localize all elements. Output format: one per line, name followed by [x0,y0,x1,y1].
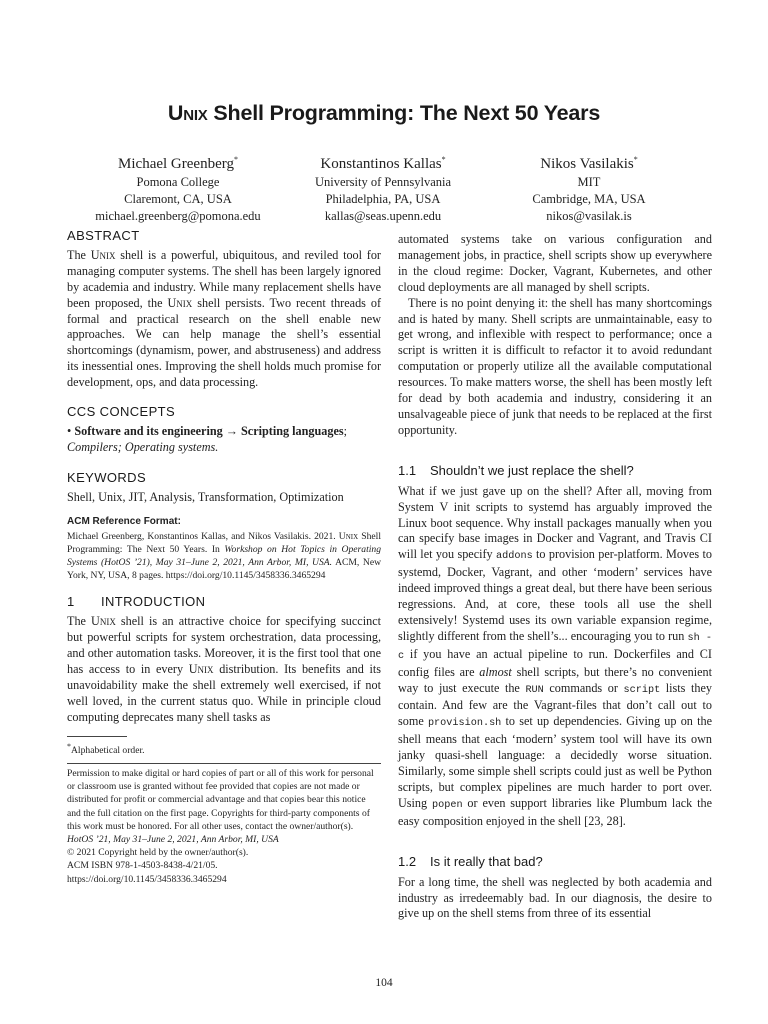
paper-title [0,101,768,126]
intro-heading: 1 INTRODUCTION [67,594,206,610]
author-name: Michael Greenberg [118,156,234,172]
author-location: Claremont, CA, USA [124,192,232,206]
page-number: 104 [375,977,393,989]
isbn-text: ACM ISBN 978-1-4503-8438-4/21/05. [67,860,218,872]
keywords-text: Shell, Unix, JIT, Analysis, Transformation, Optimization [67,489,344,504]
permission-rule [67,763,381,764]
footnote-rule [67,736,127,737]
section-1-2-text: For a long time, the shell was neglected by both academia and industry as irredeemably bad. In our diagnosis, the desire to give up on the shell stems from three of its essential [398,874,712,921]
section-1-2-heading: 1.2 Is it really that bad? [398,853,543,869]
intro-paragraph-2: There is no point denying it: the shell has many shortcomings and is hated by many. Shell scripts are unmaintainable, easy to get wrong, and inflexible with respect to performance; once a script is written it is difficult to refactor it to avoid redundant computation or properly utilize all the available computational resources. To make matters worse, the shell has been mostly left for dead by both academia and industry, considering it an unsalvageable piece of junk that needs to be replaced at the first opportunity. [398,295,712,437]
author-1 [58,150,298,225]
abstract-heading: ABSTRACT [67,228,140,243]
permission-venue: HotOS ’21, May 31–June 2, 2021, Ann Arbor, MI, USA [67,833,279,845]
author-mark: * [633,155,638,164]
author-affiliation: MIT [577,175,601,189]
author-3 [469,150,709,225]
ccs-text: • Software and its engineering → Scripting languages; Compilers; Operating systems. [67,423,347,454]
footnote: *Alphabetical order. [67,741,145,756]
author-email: michael.greenberg@pomona.edu [95,209,261,223]
title-rest: Shell Programming: The Next 50 Years [207,101,601,125]
doi-link[interactable]: https://doi.org/10.1145/3458336.3465294 [67,873,227,885]
author-mark: * [441,155,446,164]
author-affiliation: Pomona College [136,175,220,189]
author-email: nikos@vasilak.is [546,209,632,223]
author-email: kallas@seas.upenn.edu [324,209,442,223]
author-name: Konstantinos Kallas [320,156,442,172]
intro-continued-text: automated systems take on various configuration and management jobs, in practice, shell scripts show up everywhere in the cloud regime: Docker, Vagrant, Kubernetes, and other cloud deployments are all managed by shell scripts. [398,232,712,294]
section-1-1-heading: 1.1 Shouldn’t we just replace the shell? [398,462,634,478]
author-location: Cambridge, MA, USA [532,192,646,206]
acm-reference-heading: ACM Reference Format: [67,515,181,527]
acm-reference-text: Michael Greenberg, Konstantinos Kallas, and Nikos Vasilakis. 2021. Unix Shell Programming: The Next 50 Years. In Workshop on Hot Topics in Operating Systems (HotOS ’21), May 31–June 2, 2021, Ann Arbor, MI, USA. ACM, New York, NY, USA, 8 pages. https://doi.org/10.1145/3458336.3465294 [67,530,382,582]
author-location: Philadelphia, PA, USA [325,192,441,206]
copyright-text: © 2021 Copyright held by the owner/author(s). [67,847,249,859]
left-column [67,228,381,886]
ccs-heading: CCS CONCEPTS [67,404,176,420]
intro-text: The Unix shell is an attractive choice for specifying succinct but powerful scripts for system orchestration, data processing, and other automation tasks. Moreover, it is the first tool that one has access to in every Unix distribution. Its benefits and its unavoidability make the shell extremely well exercised, if not well loved, in the current status quo. While in principle cloud computing deprecates many shell tasks as [67,614,381,724]
author-name: Nikos Vasilakis [540,156,634,172]
section-1-1-text: What if we just gave up on the shell? After all, moving from System V init scripts to systemd has arguably improved the Linux boot sequence. Why install packages manually when you can specify base images in Docker and Vagrant, and Travis CI will let you specify addons to provision per-platform. Moves to systemd, Docker, Vagrant, and other ‘modern’ services have indeed improved things a great deal, but there have been serious regressions. And, at core, these tools all use the shell extensively! Systemd uses its own variable expansion regime, slightly different from the shell’s... encouraging you to run sh -c if you have an actual pipeline to run. Dockerfiles and CI config files are almost shell scripts, but there’s no convenient way to just execute the RUN commands or script lists they contain. And few are the Vagrant-files that don’t call out to some provision.sh to set up dependencies. Giving up on the shell means that each ‘modern’ system tool will have its own janky quasi-shell language: a decidedly worse situation. Similarly, some simple shell scripts could just as well be Python scripts, but complex pipelines are much harder to port over. Using popen or even support libraries like Plumbum lack the easy composition enjoyed in the shell [23, 28]. [398,483,712,828]
abstract-text: The Unix shell is a powerful, ubiquitous, and reviled tool for managing computer systems. The shell has been largely ignored by academia and industry. While many replacement shells have been proposed, the Unix shell persists. Two recent threads of formal and practical research on the shell enable new approaches. We can help manage the shell’s essential shortcomings (dynamism, power, and abstruseness) and address its inessential ones. Improving the shell holds much promise for development, ops, and data processing. [67,247,382,390]
title-unix: Unix [167,101,208,125]
author-affiliation: University of Pennsylvania [314,175,452,189]
keywords-heading: KEYWORDS [67,469,147,485]
permission-text: Permission to make digital or hard copies of part or all of this work for personal or classroom use is granted without fee provided that copies are not made or distributed for profit or commercial advantage and that copies bear this notice and the full citation on the first page. Copyrights for third-party components of this work must be honored. For all other uses, contact the owner/author(s). [67,767,374,832]
right-column [398,232,712,922]
author-2 [263,150,503,225]
author-mark: * [233,155,238,164]
